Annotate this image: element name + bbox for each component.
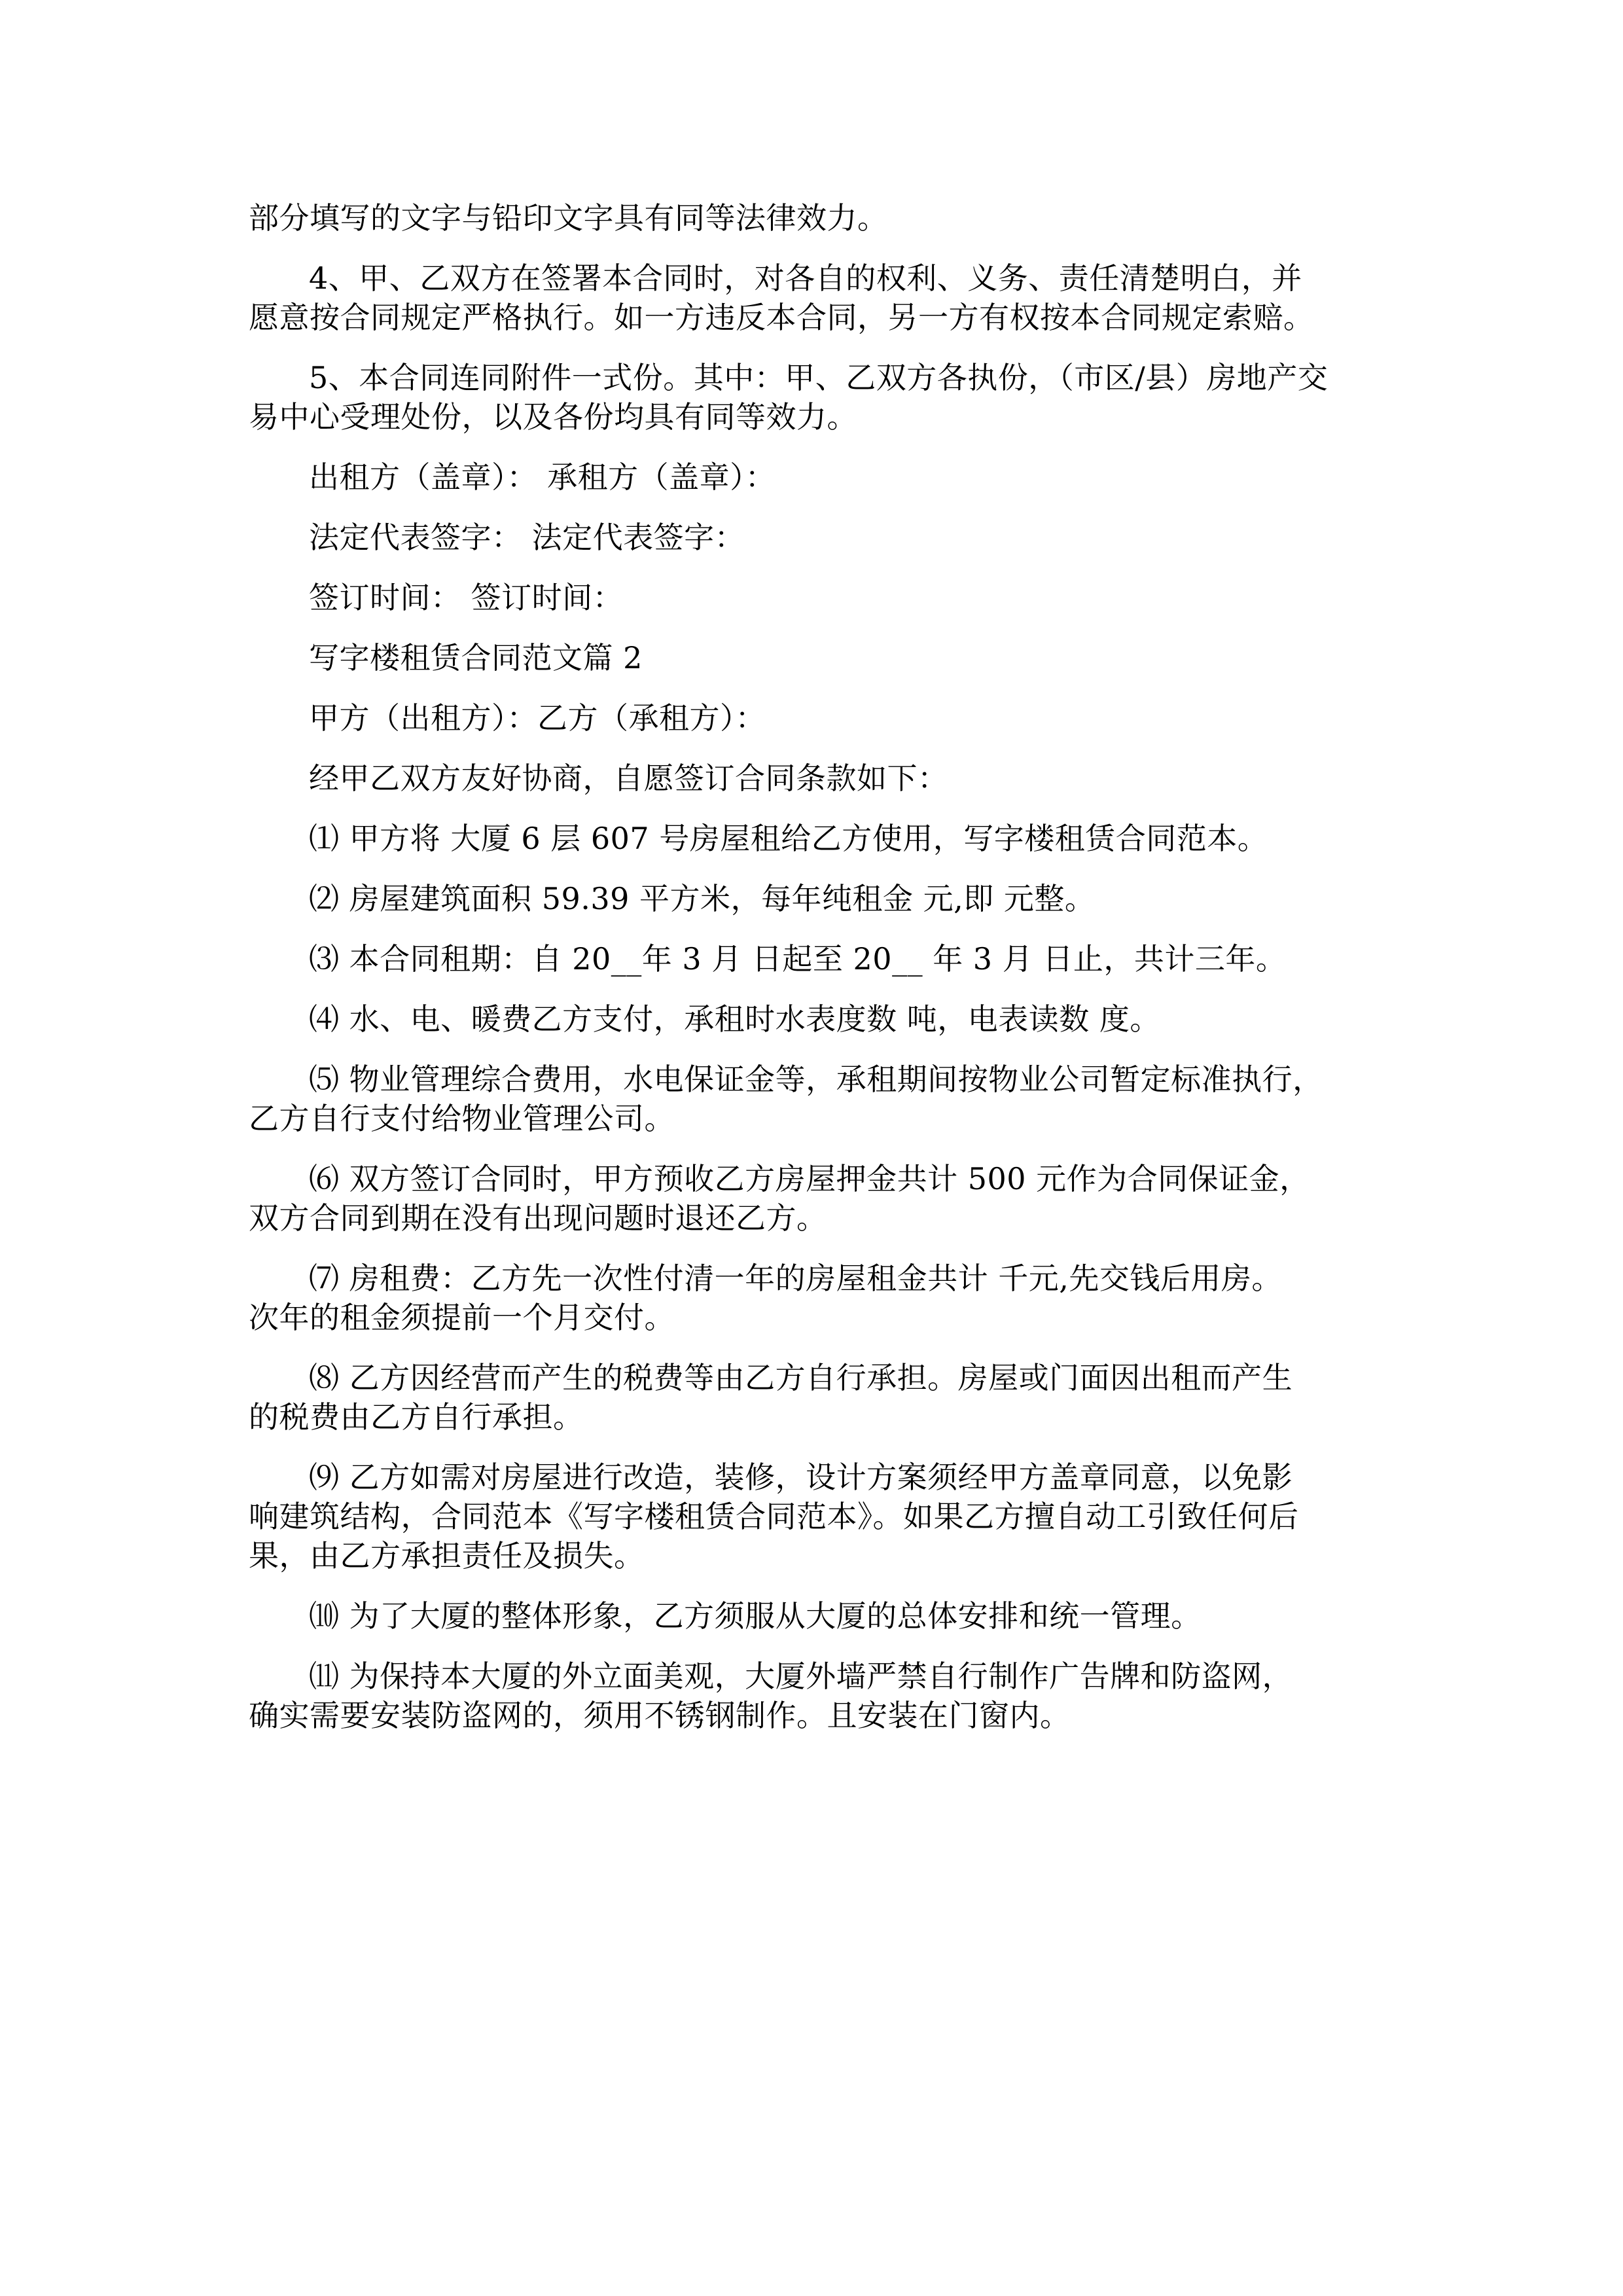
paragraph-line: 法定代表签字： 法定代表签字： xyxy=(309,520,745,555)
paragraph-line: ⑹ 双方签订合同时，甲方预收乙方房屋押金共计 500 元作为合同保证金， xyxy=(309,1161,1310,1196)
contract-paragraph xyxy=(249,358,1414,437)
paragraph-line: 写字楼租赁合同范文篇 2 xyxy=(309,640,643,675)
contract-paragraph xyxy=(249,1259,1414,1337)
paragraph-line: 部分填写的文字与铅印文字具有同等法律效力。 xyxy=(249,200,888,236)
contract-paragraph xyxy=(249,1596,1414,1636)
paragraph-line: 签订时间： 签订时间： xyxy=(309,580,624,615)
paragraph-line: ⑷ 水、电、暖费乙方支付，承租时水表度数 吨，电表读数 度。 xyxy=(309,1001,1160,1037)
contract-paragraph xyxy=(249,198,1414,238)
paragraph-line: 愿意按合同规定严格执行。如一方违反本合同，另一方有权按本合同规定索赔。 xyxy=(249,300,1314,335)
paragraph-line: ⑸ 物业管理综合费用，水电保证金等，承租期间按物业公司暂定标准执行， xyxy=(309,1062,1323,1097)
paragraph-line: 双方合同到期在没有出现问题时退还乙方。 xyxy=(249,1200,827,1236)
contract-paragraph xyxy=(249,578,1414,617)
paragraph-line: ⑴ 甲方将 大厦 6 层 607 号房屋租给乙方使用，写字楼租赁合同范本。 xyxy=(309,821,1268,856)
paragraph-line: 果，由乙方承担责任及损失。 xyxy=(249,1538,645,1573)
paragraph-line: 易中心受理处份，以及各份均具有同等效力。 xyxy=(249,399,857,435)
paragraph-line: 4、甲、乙双方在签署本合同时，对各自的权利、义务、责任清楚明白，并 xyxy=(309,260,1302,296)
paragraph-line: 经甲乙双方友好协商，自愿签订合同条款如下： xyxy=(309,761,948,796)
paragraph-line: ⑶ 本合同租期：自 20__年 3 月 日起至 20__ 年 3 月 日止，共计三年。 xyxy=(309,941,1287,977)
contract-paragraph xyxy=(249,638,1414,677)
contract-paragraph xyxy=(249,259,1414,337)
paragraph-line: ⑽ 为了大厦的整体形象，乙方须服从大厦的总体安排和统一管理。 xyxy=(309,1598,1202,1634)
contract-paragraph xyxy=(249,457,1414,497)
paragraph-line: 乙方自行支付给物业管理公司。 xyxy=(249,1101,675,1136)
paragraph-line: ⑵ 房屋建筑面积 59.39 平方米，每年纯租金 元,即 元整。 xyxy=(309,881,1096,916)
contract-paragraph xyxy=(249,939,1414,978)
paragraph-line: 出租方（盖章）： 承租方（盖章）： xyxy=(309,459,776,495)
contract-paragraph xyxy=(249,1458,1414,1575)
paragraph-line: 甲方（出租方）：乙方（承租方）： xyxy=(309,700,766,736)
paragraph-line: ⑻ 乙方因经营而产生的税费等由乙方自行承担。房屋或门面因出租而产生 xyxy=(309,1360,1293,1395)
document-body xyxy=(249,198,1414,1756)
paragraph-line: ⑺ 房租费：乙方先一次性付清一年的房屋租金共计 千元,先交钱后用房。 xyxy=(309,1261,1282,1296)
contract-paragraph xyxy=(249,1657,1414,1735)
contract-paragraph xyxy=(249,518,1414,557)
contract-paragraph xyxy=(249,759,1414,798)
contract-paragraph xyxy=(249,1358,1414,1437)
paragraph-line: 响建筑结构，合同范本《写字楼租赁合同范本》。如果乙方擅自动工引致任何后 xyxy=(249,1499,1299,1534)
contract-paragraph xyxy=(249,819,1414,858)
paragraph-line: 次年的租金须提前一个月交付。 xyxy=(249,1300,675,1335)
paragraph-line: 5、本合同连同附件一式份。其中：甲、乙双方各执份，（市区/县）房地产交 xyxy=(309,360,1329,395)
contract-paragraph xyxy=(249,999,1414,1039)
paragraph-line: 确实需要安装防盗网的，须用不锈钢制作。且安装在门窗内。 xyxy=(249,1698,1071,1733)
paragraph-line: 的税费由乙方自行承担。 xyxy=(249,1399,584,1435)
contract-paragraph xyxy=(249,1060,1414,1138)
contract-paragraph xyxy=(249,698,1414,738)
paragraph-line: ⑼ 乙方如需对房屋进行改造，装修，设计方案须经甲方盖章同意，以免影 xyxy=(309,1460,1293,1495)
contract-paragraph xyxy=(249,879,1414,918)
contract-paragraph xyxy=(249,1159,1414,1238)
paragraph-line: ⑾ 为保持本大厦的外立面美观，大厦外墙严禁自行制作广告牌和防盗网， xyxy=(309,1659,1293,1694)
